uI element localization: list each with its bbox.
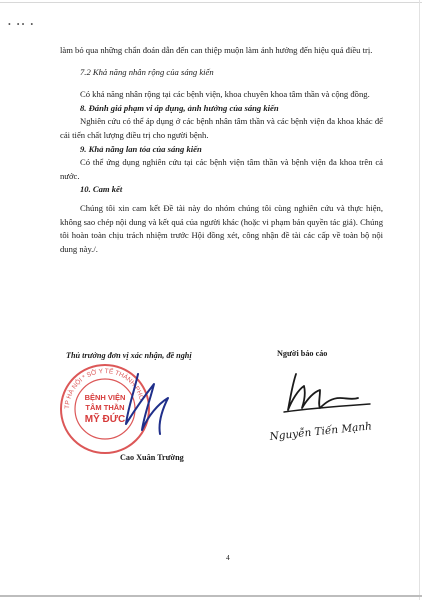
paragraph-replication: Có khả năng nhân rộng tại các bệnh viện, khoa chuyên khoa tâm thần và cộng đồng. <box>80 89 370 100</box>
scan-edge-top <box>0 2 422 3</box>
seal-ring-text: TP HÀ NỘI * SỞ Y TẾ THÀNH PHỐ <box>63 367 145 410</box>
approver-signature <box>118 364 178 444</box>
scan-edge-right <box>419 0 420 600</box>
approver-label: Thủ trưởng đơn vị xác nhận, đề nghị <box>66 351 192 360</box>
reporter-signature <box>262 368 384 454</box>
paragraph-scope: Nghiên cứu có thể áp dụng ở các bệnh nhân tâm thần và các bệnh viện đa khoa khác để cải tiến chất lượng điều trị cho người bệnh. <box>60 116 383 140</box>
page-number: 4 <box>226 553 230 562</box>
heading-9: 9. Khả năng lan tỏa của sáng kiến <box>80 143 202 154</box>
heading-7-2: 7.2 Khả năng nhân rộng của sáng kiến <box>80 66 214 77</box>
seal-text-top: BỆNH VIỆN <box>84 393 126 402</box>
reporter-label: Người báo cáo <box>277 349 328 358</box>
heading-8: 8. Đánh giá phạm vi áp dụng, ảnh hưởng của sáng kiến <box>80 102 279 113</box>
paragraph-spread: Có thể ứng dụng nghiên cứu tại các bệnh viện tâm thần và bệnh viện đa khoa trên cả nước. <box>60 157 383 181</box>
body-block <box>60 44 383 256</box>
seal-text-mid: TÂM THẦN <box>85 403 125 412</box>
heading-10: 10. Cam kết <box>80 184 123 195</box>
approver-name: Cao Xuân Trường <box>120 453 184 462</box>
scan-edge-bottom <box>0 595 422 597</box>
paragraph-continuation: làm bỏ qua những chẩn đoán dẫn đến can thiệp muộn làm ảnh hưởng đến hiệu quả điều trị. <box>60 45 373 55</box>
seal-text-bottom: MỸ ĐỨC <box>84 414 126 425</box>
scan-mark: • •• • <box>8 20 36 29</box>
reporter-handwritten-name: Nguyễn Tiến Mạnh <box>269 420 373 443</box>
paragraph-commitment: Chúng tôi xin cam kết Đề tài này do nhóm chúng tôi cùng nghiên cứu và thực hiện, không sao chép nội dung và kết quả của người khác (hoặc vi phạm bản quyền tác giả). Chúng tôi hoàn toàn chịu trách nhiệm trước Hội đồng xét, công nhận đề tài các cấp về toàn bộ nội dung này./. <box>60 202 383 254</box>
